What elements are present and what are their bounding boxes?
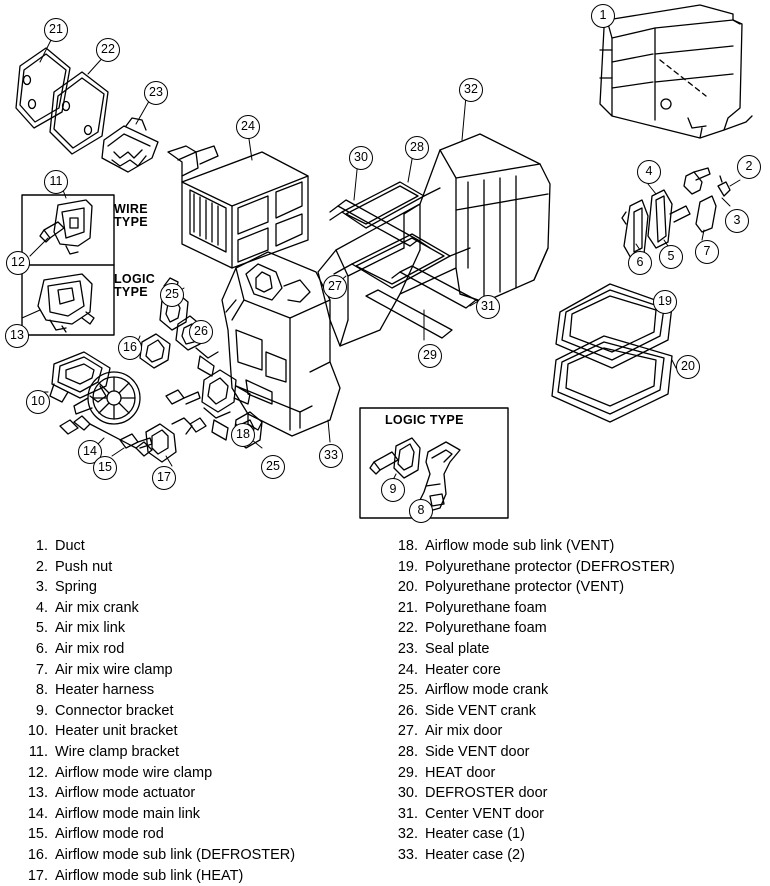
legend-label: Airflow mode rod bbox=[55, 824, 362, 845]
callout-5: 5 bbox=[659, 245, 683, 269]
callout-9: 9 bbox=[381, 478, 405, 502]
callout-18: 18 bbox=[231, 423, 255, 447]
callout-4: 4 bbox=[637, 160, 661, 184]
list-item bbox=[392, 577, 762, 598]
legend-label: Airflow mode main link bbox=[55, 804, 362, 825]
legend-label: Airflow mode wire clamp bbox=[55, 763, 362, 784]
list-item bbox=[392, 701, 762, 722]
list-item bbox=[22, 845, 362, 866]
legend-number: 23. bbox=[392, 639, 418, 660]
legend-number: 8. bbox=[22, 680, 48, 701]
list-item bbox=[392, 804, 762, 825]
legend-label: Push nut bbox=[55, 557, 362, 578]
list-item bbox=[392, 721, 762, 742]
callout-28: 28 bbox=[405, 136, 429, 160]
legend-number: 17. bbox=[22, 866, 48, 886]
legend-label: Air mix wire clamp bbox=[55, 660, 362, 681]
list-item bbox=[392, 742, 762, 763]
part-wire-clamp-bracket bbox=[40, 200, 92, 254]
legend-number: 4. bbox=[22, 598, 48, 619]
list-item bbox=[22, 701, 362, 722]
legend-number: 11. bbox=[22, 742, 48, 763]
callout-12: 12 bbox=[6, 251, 30, 275]
legend-label: Wire clamp bracket bbox=[55, 742, 362, 763]
list-item bbox=[22, 577, 362, 598]
part-airflow-mode-actuator bbox=[38, 274, 94, 332]
legend-label: Airflow mode sub link (VENT) bbox=[425, 536, 762, 557]
part-polyurethane-foam-22 bbox=[50, 72, 108, 154]
legend-label: Airflow mode sub link (HEAT) bbox=[55, 866, 362, 886]
list-item bbox=[22, 598, 362, 619]
part-heat-door bbox=[392, 266, 488, 308]
callout-17: 17 bbox=[152, 466, 176, 490]
callout-33: 33 bbox=[319, 444, 343, 468]
legend-label: Heater case (2) bbox=[425, 845, 762, 866]
legend-number: 13. bbox=[22, 783, 48, 804]
callout-16: 16 bbox=[118, 336, 142, 360]
callout-24: 24 bbox=[236, 115, 260, 139]
legend-label: Airflow mode crank bbox=[425, 680, 762, 701]
callout-23: 23 bbox=[144, 81, 168, 105]
legend-label: Side VENT door bbox=[425, 742, 762, 763]
part-duct bbox=[600, 5, 752, 138]
list-item bbox=[22, 783, 362, 804]
list-item bbox=[392, 536, 762, 557]
legend-number: 31. bbox=[392, 804, 418, 825]
part-airflow-mode-rod bbox=[60, 416, 152, 456]
legend-label: Air mix rod bbox=[55, 639, 362, 660]
legend-label: Side VENT crank bbox=[425, 701, 762, 722]
legend-label: Spring bbox=[55, 577, 362, 598]
callout-20: 20 bbox=[676, 355, 700, 379]
callout-11: 11 bbox=[44, 170, 68, 194]
legend-number: 20. bbox=[392, 577, 418, 598]
legend-label: HEAT door bbox=[425, 763, 762, 784]
list-item bbox=[392, 783, 762, 804]
list-item bbox=[392, 845, 762, 866]
callout-29: 29 bbox=[418, 344, 442, 368]
legend-label: Polyurethane protector (DEFROSTER) bbox=[425, 557, 762, 578]
legend-number: 25. bbox=[392, 680, 418, 701]
callout-8: 8 bbox=[409, 499, 433, 523]
legend-label: Connector bracket bbox=[55, 701, 362, 722]
legend-label: Polyurethane foam bbox=[425, 618, 762, 639]
legend-number: 33. bbox=[392, 845, 418, 866]
callout-7: 7 bbox=[695, 240, 719, 264]
legend-number: 6. bbox=[22, 639, 48, 660]
legend-number: 21. bbox=[392, 598, 418, 619]
legend-label: Duct bbox=[55, 536, 362, 557]
callout-26: 26 bbox=[189, 320, 213, 344]
legend-label: DEFROSTER door bbox=[425, 783, 762, 804]
list-item bbox=[22, 618, 362, 639]
legend-number: 32. bbox=[392, 824, 418, 845]
callout-25b: 25 bbox=[261, 455, 285, 479]
callout-3: 3 bbox=[725, 209, 749, 233]
legend-number: 24. bbox=[392, 660, 418, 681]
part-polyurethane-foam-21 bbox=[16, 48, 70, 128]
callout-14: 14 bbox=[78, 440, 102, 464]
legend-number: 16. bbox=[22, 845, 48, 866]
list-item bbox=[392, 763, 762, 784]
legend-number: 12. bbox=[22, 763, 48, 784]
list-item bbox=[392, 618, 762, 639]
legend-number: 9. bbox=[22, 701, 48, 722]
list-item bbox=[392, 557, 762, 578]
list-item bbox=[392, 824, 762, 845]
legend-label: Air mix link bbox=[55, 618, 362, 639]
legend-number: 2. bbox=[22, 557, 48, 578]
legend-number: 22. bbox=[392, 618, 418, 639]
label-wire-type: WIRE TYPE bbox=[114, 203, 148, 229]
list-item bbox=[392, 639, 762, 660]
legend-label: Airflow mode actuator bbox=[55, 783, 362, 804]
label-logic-type: LOGIC TYPE bbox=[114, 273, 155, 299]
legend-column-right bbox=[392, 536, 762, 866]
label-logic-type-box: LOGIC TYPE bbox=[385, 414, 464, 427]
list-item bbox=[22, 742, 362, 763]
list-item bbox=[22, 536, 362, 557]
part-heater-unit-bracket bbox=[50, 352, 110, 402]
part-seal-plate bbox=[102, 118, 158, 172]
callout-2: 2 bbox=[737, 155, 761, 179]
part-sub-link-heat bbox=[146, 418, 192, 462]
list-item bbox=[392, 680, 762, 701]
callout-22: 22 bbox=[96, 38, 120, 62]
legend-number: 19. bbox=[392, 557, 418, 578]
legend-label: Heater harness bbox=[55, 680, 362, 701]
legend-label: Center VENT door bbox=[425, 804, 762, 825]
part-screws-misc bbox=[120, 390, 206, 448]
list-item bbox=[22, 866, 362, 886]
part-heater-case-2 bbox=[222, 252, 340, 436]
list-item bbox=[392, 660, 762, 681]
callout-6: 6 bbox=[628, 251, 652, 275]
callout-21: 21 bbox=[44, 18, 68, 42]
callout-31: 31 bbox=[476, 295, 500, 319]
callout-13: 13 bbox=[5, 324, 29, 348]
legend-number: 7. bbox=[22, 660, 48, 681]
callout-30: 30 bbox=[349, 146, 373, 170]
legend-column-left bbox=[22, 536, 362, 886]
list-item bbox=[22, 660, 362, 681]
legend-number: 10. bbox=[22, 721, 48, 742]
legend-label: Polyurethane foam bbox=[425, 598, 762, 619]
legend-label: Heater case (1) bbox=[425, 824, 762, 845]
legend-label: Heater unit bracket bbox=[55, 721, 362, 742]
legend-number: 3. bbox=[22, 577, 48, 598]
legend-number: 26. bbox=[392, 701, 418, 722]
legend-number: 1. bbox=[22, 536, 48, 557]
list-item bbox=[22, 721, 362, 742]
list-item bbox=[22, 557, 362, 578]
legend-label: Heater core bbox=[425, 660, 762, 681]
legend-number: 18. bbox=[392, 536, 418, 557]
list-item bbox=[392, 598, 762, 619]
callout-19: 19 bbox=[653, 290, 677, 314]
legend-label: Airflow mode sub link (DEFROSTER) bbox=[55, 845, 362, 866]
callout-27: 27 bbox=[323, 275, 347, 299]
legend-number: 15. bbox=[22, 824, 48, 845]
list-item bbox=[22, 680, 362, 701]
list-item bbox=[22, 763, 362, 784]
legend-number: 29. bbox=[392, 763, 418, 784]
legend-number: 14. bbox=[22, 804, 48, 825]
callout-25a: 25 bbox=[160, 283, 184, 307]
legend-label: Polyurethane protector (VENT) bbox=[425, 577, 762, 598]
list-item bbox=[22, 824, 362, 845]
legend-number: 27. bbox=[392, 721, 418, 742]
callout-32: 32 bbox=[459, 78, 483, 102]
part-heater-core bbox=[168, 146, 308, 268]
legend-label: Seal plate bbox=[425, 639, 762, 660]
legend-number: 28. bbox=[392, 742, 418, 763]
part-protector-vent bbox=[552, 336, 672, 422]
part-connector-bracket bbox=[370, 438, 420, 478]
callout-10: 10 bbox=[26, 390, 50, 414]
legend-number: 5. bbox=[22, 618, 48, 639]
list-item bbox=[22, 804, 362, 825]
legend-label: Air mix door bbox=[425, 721, 762, 742]
callout-15: 15 bbox=[93, 456, 117, 480]
callout-1: 1 bbox=[591, 4, 615, 28]
list-item bbox=[22, 639, 362, 660]
legend-label: Air mix crank bbox=[55, 598, 362, 619]
legend-number: 30. bbox=[392, 783, 418, 804]
parts-legend bbox=[0, 536, 770, 866]
